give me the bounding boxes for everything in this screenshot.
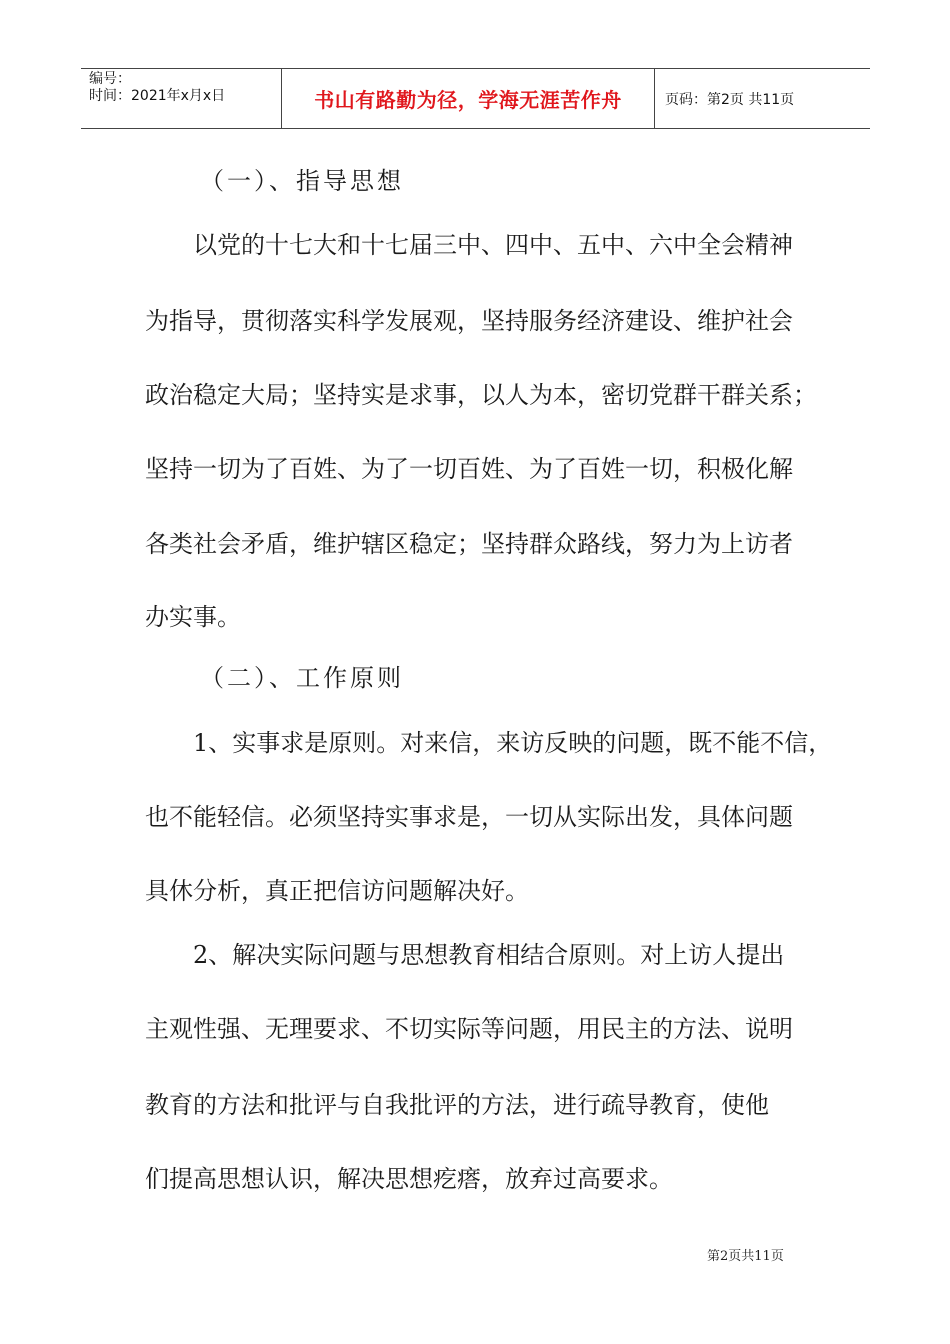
time-label: 时间：2021年x月x日 (89, 88, 226, 104)
header-motto-cell (282, 69, 655, 128)
number-label: 编号： (89, 71, 131, 87)
document-header (81, 68, 870, 129)
paragraph-line: 为指导，贯彻落实科学发展观，坚持服务经济建设、维护社会 (145, 307, 793, 335)
paragraph-line: 1、实事求是原则。对来信，来访反映的问题，既不能不信， (193, 729, 833, 757)
paragraph-line: 以党的十七大和十七届三中、四中、五中、六中全会精神 (193, 231, 793, 259)
paragraph-line: 2、解决实际问题与思想教育相结合原则。对上访人提出 (193, 941, 785, 969)
section-heading-work-principles: （二）、工作原则 (200, 664, 404, 692)
header-motto: 书山有路勤为径，学海无涯苦作舟 (314, 88, 622, 112)
paragraph-line: 具休分析，真正把信访问题解决好。 (145, 877, 529, 905)
paragraph-line: 们提高思想认识，解决思想疙瘩，放弃过高要求。 (145, 1165, 673, 1193)
paragraph-line: 也不能轻信。必须坚持实事求是，一切从实际出发，具体问题 (145, 803, 793, 831)
paragraph-line: 办实事。 (145, 603, 241, 631)
header-meta-cell (81, 69, 282, 128)
paragraph-line: 坚持一切为了百姓、为了一切百姓、为了百姓一切，积极化解 (145, 455, 793, 483)
paragraph-line: 各类社会矛盾，维护辖区稳定；坚持群众路线，努力为上访者 (145, 530, 793, 558)
section-heading-guiding-ideology: （一）、指导思想 (200, 167, 404, 195)
paragraph-line: 政治稳定大局；坚持实是求事，以人为本，密切党群干群关系； (145, 381, 817, 409)
paragraph-line: 主观性强、无理要求、不切实际等问题，用民主的方法、说明 (145, 1015, 793, 1043)
page-footer: 第2页共11页 (707, 1249, 784, 1264)
paragraph-line: 教育的方法和批评与自我批评的方法，进行疏导教育，使他 (145, 1091, 769, 1119)
header-page-cell (655, 69, 870, 128)
header-page-info: 页码：第2页 共11页 (665, 91, 795, 108)
